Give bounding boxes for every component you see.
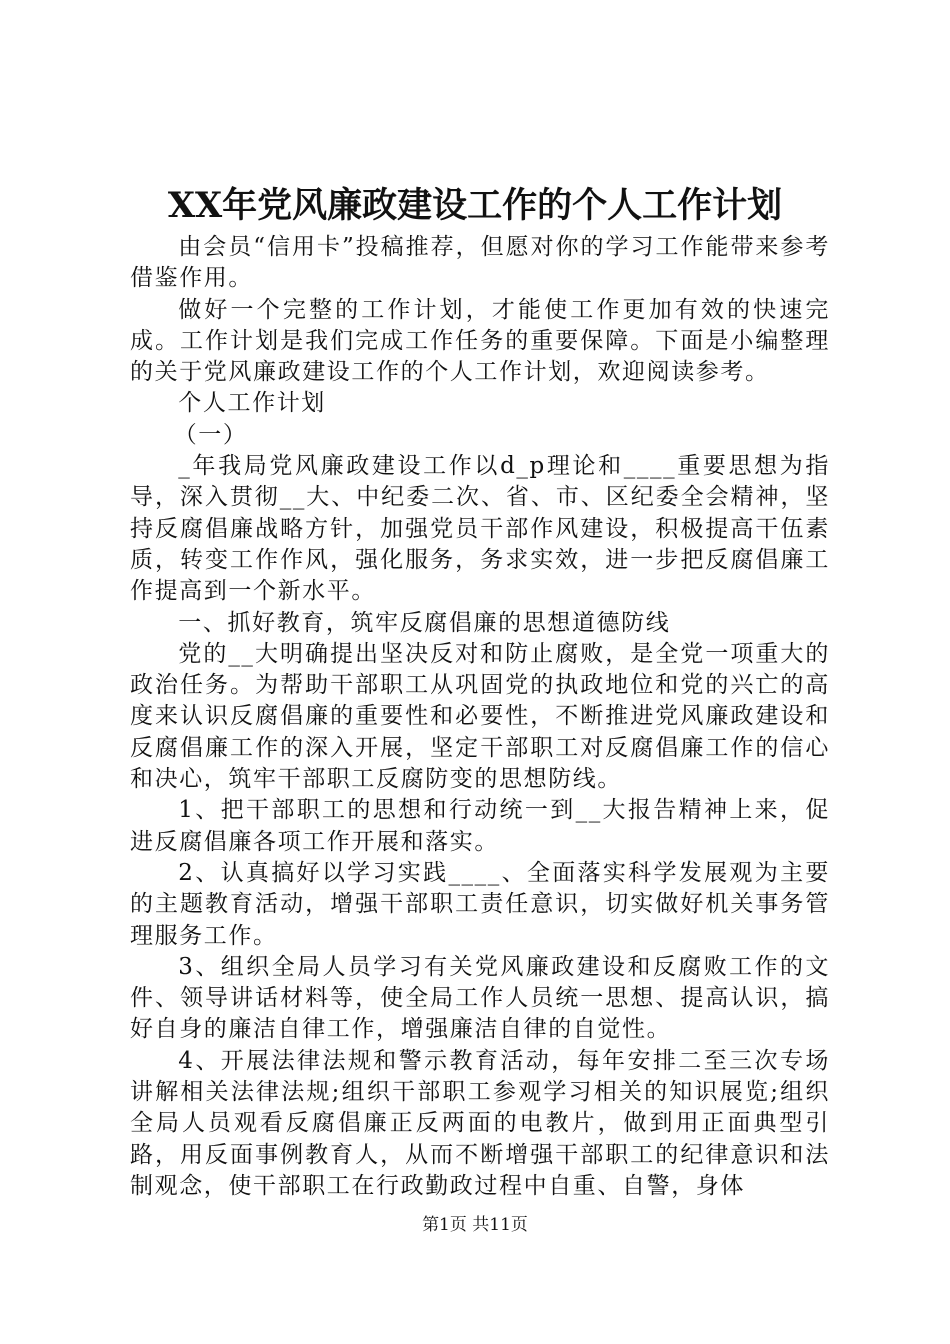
section-heading-personal-plan: 个人工作计划 bbox=[178, 390, 326, 417]
list-item-1: 1、把干部职工的思想和行动统一到__大报告精神上来，促进反腐倡廉各项工作开展和落实。 bbox=[130, 797, 830, 855]
section-number: （一） bbox=[173, 421, 248, 448]
paragraph-education: 党的__大明确提出坚决反对和防止腐败，是全党一项重大的政治任务。为帮助干部职工从巩固党的执政地位和党的兴亡的高度来认识反腐倡廉的重要性和必要性，不断推进党风廉政建设和反腐倡廉工作的深入开展，坚定干部职工对反腐倡廉工作的信心和决心，筑牢干部职工反腐防变的思想防线。 bbox=[130, 640, 830, 793]
document-title: XX年党风廉政建设工作的个人工作计划 bbox=[167, 185, 783, 226]
document-body bbox=[130, 232, 830, 1202]
paragraph-preface: 做好一个完整的工作计划，才能使工作更加有效的快速完成。工作计划是我们完成工作任务的重要保障。下面是小编整理的关于党风廉政建设工作的个人工作计划，欢迎阅读参考。 bbox=[130, 296, 830, 386]
paragraph-intro: 由会员“信用卡”投稿推荐，但愿对你的学习工作能带来参考借鉴作用。 bbox=[130, 234, 830, 292]
paragraph-guidance: _年我局党风廉政建设工作以d_p理论和____重要思想为指导，深入贯彻__大、中纪委二次、省、市、区纪委全会精神，坚持反腐倡廉战略方针，加强党员干部作风建设，积极提高干伍素质，转变工作作风，强化服务，务求实效，进一步把反腐倡廉工作提高到一个新水平。 bbox=[130, 453, 830, 605]
list-item-2: 2、认真搞好以学习实践____、全面落实科学发展观为主要的主题教育活动，增强干部职工责任意识，切实做好机关事务管理服务工作。 bbox=[130, 859, 830, 949]
list-item-4: 4、开展法律法规和警示教育活动，每年安排二至三次专场讲解相关法律法规;组织干部职工参观学习相关的知识展览;组织全局人员观看反腐倡廉正反两面的电教片，做到用正面典型引路，用反面事例教育人，从而不断增强干部职工的纪律意识和法制观念，使干部职工在行政勤政过程中自重、自警，身体 bbox=[130, 1047, 830, 1199]
page-footer: 第1页 共11页 bbox=[422, 1215, 528, 1235]
section-heading-education: 一、抓好教育，筑牢反腐倡廉的思想道德防线 bbox=[178, 609, 671, 636]
list-item-3: 3、组织全局人员学习有关党风廉政建设和反腐败工作的文件、领导讲话材料等，使全局工作人员统一思想、提高认识，搞好自身的廉洁自律工作，增强廉洁自律的自觉性。 bbox=[130, 953, 830, 1043]
